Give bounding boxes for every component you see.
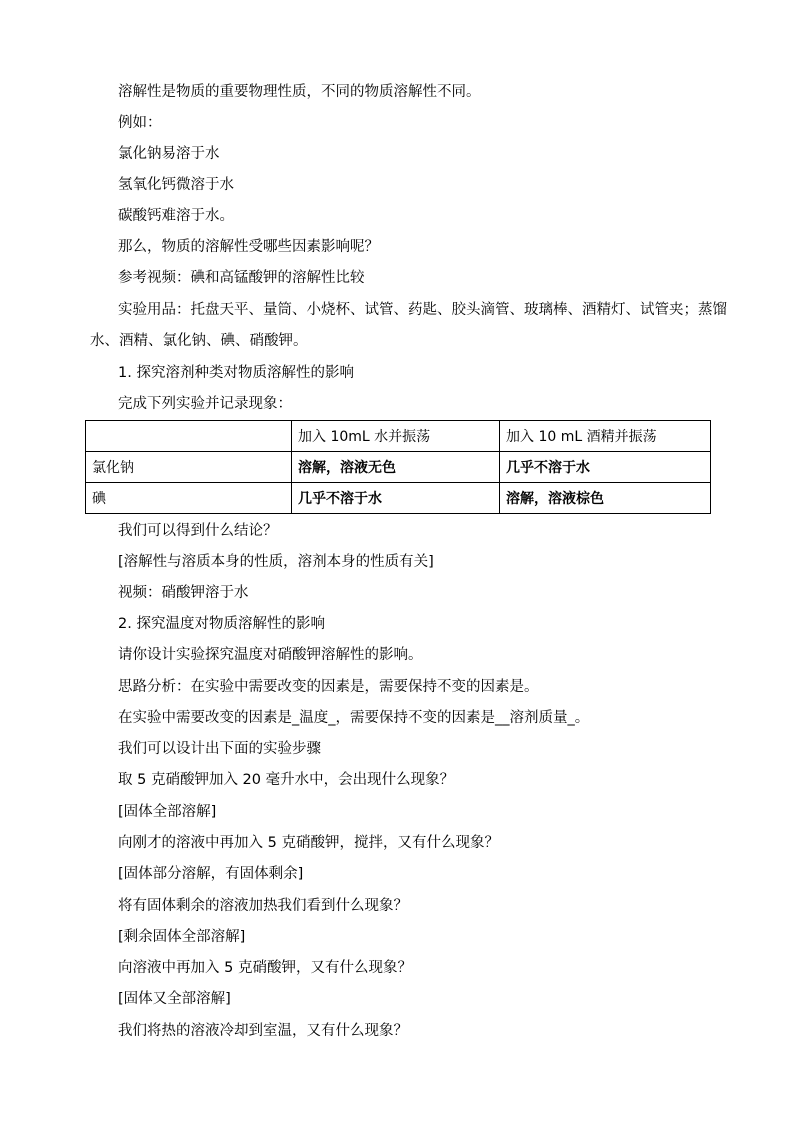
experiment-table [85,420,711,514]
paragraph-step-3: 将有固体剩余的溶液加热我们看到什么现象？ [118,898,408,914]
paragraph-question: 那么，物质的溶解性受哪些因素影响呢？ [118,239,379,255]
table-row-label: 碘 [86,483,292,514]
table-cell: 几乎不溶于水 [292,483,500,514]
paragraph-materials: 实验用品：托盘天平、量筒、小烧杯、试管、药匙、胶头滴管、玻璃棒、酒精灯、试管夹；蒸馏 [118,302,727,318]
paragraph-analysis: 思路分析：在实验中需要改变的因素是，需要保持不变的因素是。 [118,679,539,695]
paragraph-example-caoh2: 氢氧化钙微溶于水 [118,177,234,193]
paragraph-conclusion-answer: [溶解性与溶质本身的性质，溶剂本身的性质有关] [118,554,434,570]
section-heading-1: 1. 探究溶剂种类对物质溶解性的影响 [118,365,354,381]
paragraph-step-4-answer: [固体又全部溶解] [118,991,231,1007]
table-header-row [86,421,711,452]
paragraph-reference-video: 参考视频：碘和高锰酸钾的溶解性比较 [118,270,365,286]
paragraph-step-4: 向溶液中再加入 5 克硝酸钾，又有什么现象？ [118,960,412,976]
paragraph-instruction: 完成下列实验并记录现象： [118,396,292,412]
paragraph-example-nacl: 氯化钠易溶于水 [118,146,220,162]
table-cell: 溶解，溶液棕色 [500,483,711,514]
paragraph-step-1: 取 5 克硝酸钾加入 20 毫升水中，会出现什么现象？ [118,772,455,788]
paragraph-conclusion-question: 我们可以得到什么结论？ [118,523,278,539]
paragraph-step-2-answer: [固体部分溶解，有固体剩余] [118,866,304,882]
table-header-cell: 加入 10 mL 酒精并振荡 [500,421,711,452]
table-cell: 几乎不溶于水 [500,452,711,483]
paragraph-materials-cont: 水、酒精、氯化钠、碘、硝酸钾。 [90,333,308,349]
paragraph-step-3-answer: [剩余固体全部溶解] [118,929,246,945]
table-header-cell [86,421,292,452]
table-row [86,452,711,483]
paragraph-analysis-answer: 在实验中需要改变的因素是_温度_，需要保持不变的因素是__溶剂质量_。 [118,710,590,726]
paragraph-design-task: 请你设计实验探究温度对硝酸钾溶解性的影响。 [118,647,423,663]
paragraph-video: 视频：硝酸钾溶于水 [118,585,249,601]
paragraph-step-5: 我们将热的溶液冷却到室温，又有什么现象？ [118,1023,408,1039]
paragraph-steps-intro: 我们可以设计出下面的实验步骤 [118,741,321,757]
table-cell: 溶解，溶液无色 [292,452,500,483]
paragraph-example-caco3: 碳酸钙难溶于水。 [118,208,234,224]
table-row-label: 氯化钠 [86,452,292,483]
paragraph-intro: 溶解性是物质的重要物理性质，不同的物质溶解性不同。 [118,84,481,100]
paragraph-step-2: 向刚才的溶液中再加入 5 克硝酸钾，搅拌，又有什么现象？ [118,835,499,851]
paragraph-step-1-answer: [固体全部溶解] [118,804,217,820]
table-header-cell: 加入 10mL 水并振荡 [292,421,500,452]
paragraph-example-label: 例如： [118,115,162,131]
table-row [86,483,711,514]
section-heading-2: 2. 探究温度对物质溶解性的影响 [118,616,325,632]
